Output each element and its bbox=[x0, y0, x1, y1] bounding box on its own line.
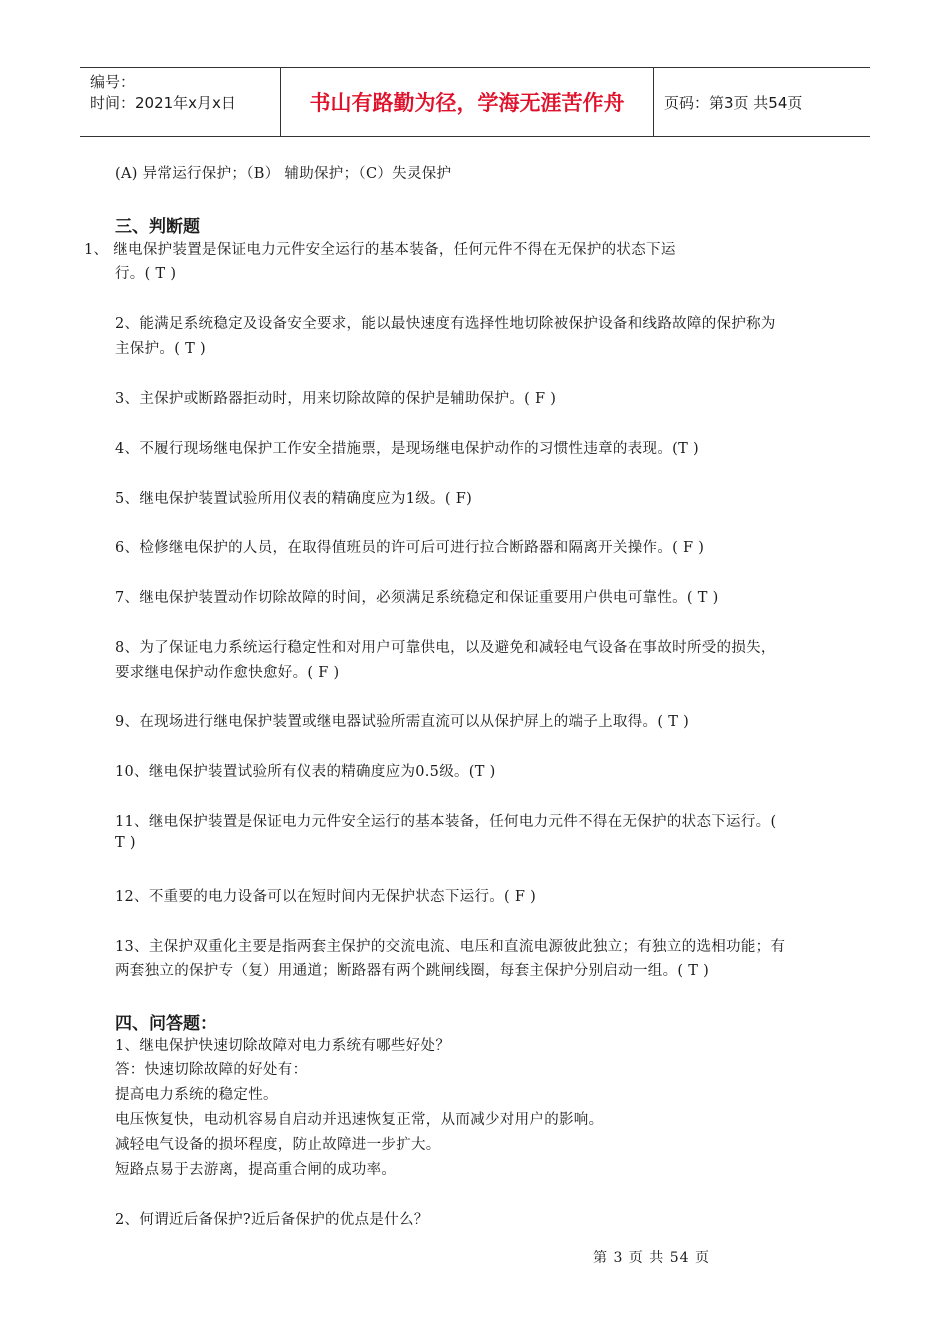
text-line-q13b: 两套独立的保护专（复）用通道；断路器有两个跳闸线圈，每套主保护分别启动一组。( T ) bbox=[115, 963, 710, 979]
text-line-a1a: 答：快速切除故障的好处有： bbox=[115, 1062, 308, 1078]
text-line-a1q: 1、继电保护快速切除故障对电力系统有哪些好处？ bbox=[115, 1038, 451, 1054]
text-line-q1b: 行。( T ) bbox=[115, 266, 177, 282]
page-footer: 第 3 页 共 54 页 bbox=[593, 1250, 710, 1266]
section-heading-s3: 三、判断题 bbox=[115, 217, 200, 237]
text-line-q2a: 2、能满足系统稳定及设备安全要求，能以最快速度有选择性地切除被保护设备和线路故障的保护称为 bbox=[115, 316, 776, 332]
text-line-q4: 4、不履行现场继电保护工作安全措施票，是现场继电保护动作的习惯性违章的表现。(T ) bbox=[115, 441, 699, 457]
text-line-q3: 3、主保护或断路器拒动时，用来切除故障的保护是辅助保护。( F ) bbox=[115, 391, 557, 407]
text-line-q11a: 11、继电保护装置是保证电力元件安全运行的基本装备，任何电力元件不得在无保护的状态下运行。( bbox=[115, 814, 777, 830]
text-line-a1d: 减轻电气设备的损坏程度，防止故障进一步扩大。 bbox=[115, 1137, 441, 1153]
number-label: 编号： bbox=[90, 73, 136, 91]
text-line-opt: (A) 异常运行保护；（B） 辅助保护；（C）失灵保护 bbox=[115, 166, 452, 182]
text-line-q5: 5、继电保护装置试验所用仪表的精确度应为1级。( F) bbox=[115, 491, 473, 507]
text-line-q8a: 8、为了保证电力系统运行稳定性和对用户可靠供电，以及避免和减轻电气设备在事故时所受的损失， bbox=[115, 640, 776, 656]
text-line-a1c: 电压恢复快，电动机容易自启动并迅速恢复正常，从而减少对用户的影响。 bbox=[115, 1112, 604, 1128]
page-header bbox=[80, 67, 870, 137]
header-meta bbox=[80, 68, 281, 136]
header-motto: 书山有路勤为径，学海无涯苦作舟 bbox=[281, 68, 654, 136]
text-line-q7: 7、继电保护装置动作切除故障的时间，必须满足系统稳定和保证重要用户供电可靠性。( T ) bbox=[115, 590, 719, 606]
section-heading-s4: 四、问答题： bbox=[115, 1014, 217, 1034]
text-line-a2q: 2、何谓近后备保护?近后备保护的优点是什么？ bbox=[115, 1212, 429, 1228]
text-line-a1e: 短路点易于去游离，提高重合闸的成功率。 bbox=[115, 1162, 397, 1178]
text-line-q2b: 主保护。( T ) bbox=[115, 341, 206, 357]
text-line-q10: 10、继电保护装置试验所有仪表的精确度应为0.5级。(T ) bbox=[115, 764, 496, 780]
time-label: 时间：2021年x月x日 bbox=[90, 94, 236, 112]
text-line-q12: 12、不重要的电力设备可以在短时间内无保护状态下运行。( F ) bbox=[115, 889, 537, 905]
text-line-a1b: 提高电力系统的稳定性。 bbox=[115, 1087, 278, 1103]
text-line-q8b: 要求继电保护动作愈快愈好。( F ) bbox=[115, 665, 340, 681]
text-line-q11b: T ) bbox=[115, 835, 136, 851]
text-line-q9: 9、在现场进行继电保护装置或继电器试验所需直流可以从保护屏上的端子上取得。( T ) bbox=[115, 714, 690, 730]
header-page-info: 页码：第3页 共54页 bbox=[664, 93, 803, 112]
text-line-q1a: 1、 继电保护装置是保证电力元件安全运行的基本装备，任何元件不得在无保护的状态下运 bbox=[84, 242, 676, 258]
text-line-q6: 6、检修继电保护的人员，在取得值班员的许可后可进行拉合断路器和隔离开关操作。( F ) bbox=[115, 540, 705, 556]
text-line-q13a: 13、主保护双重化主要是指两套主保护的交流电流、电压和直流电源彼此独立；有独立的选相功能；有 bbox=[115, 939, 786, 955]
